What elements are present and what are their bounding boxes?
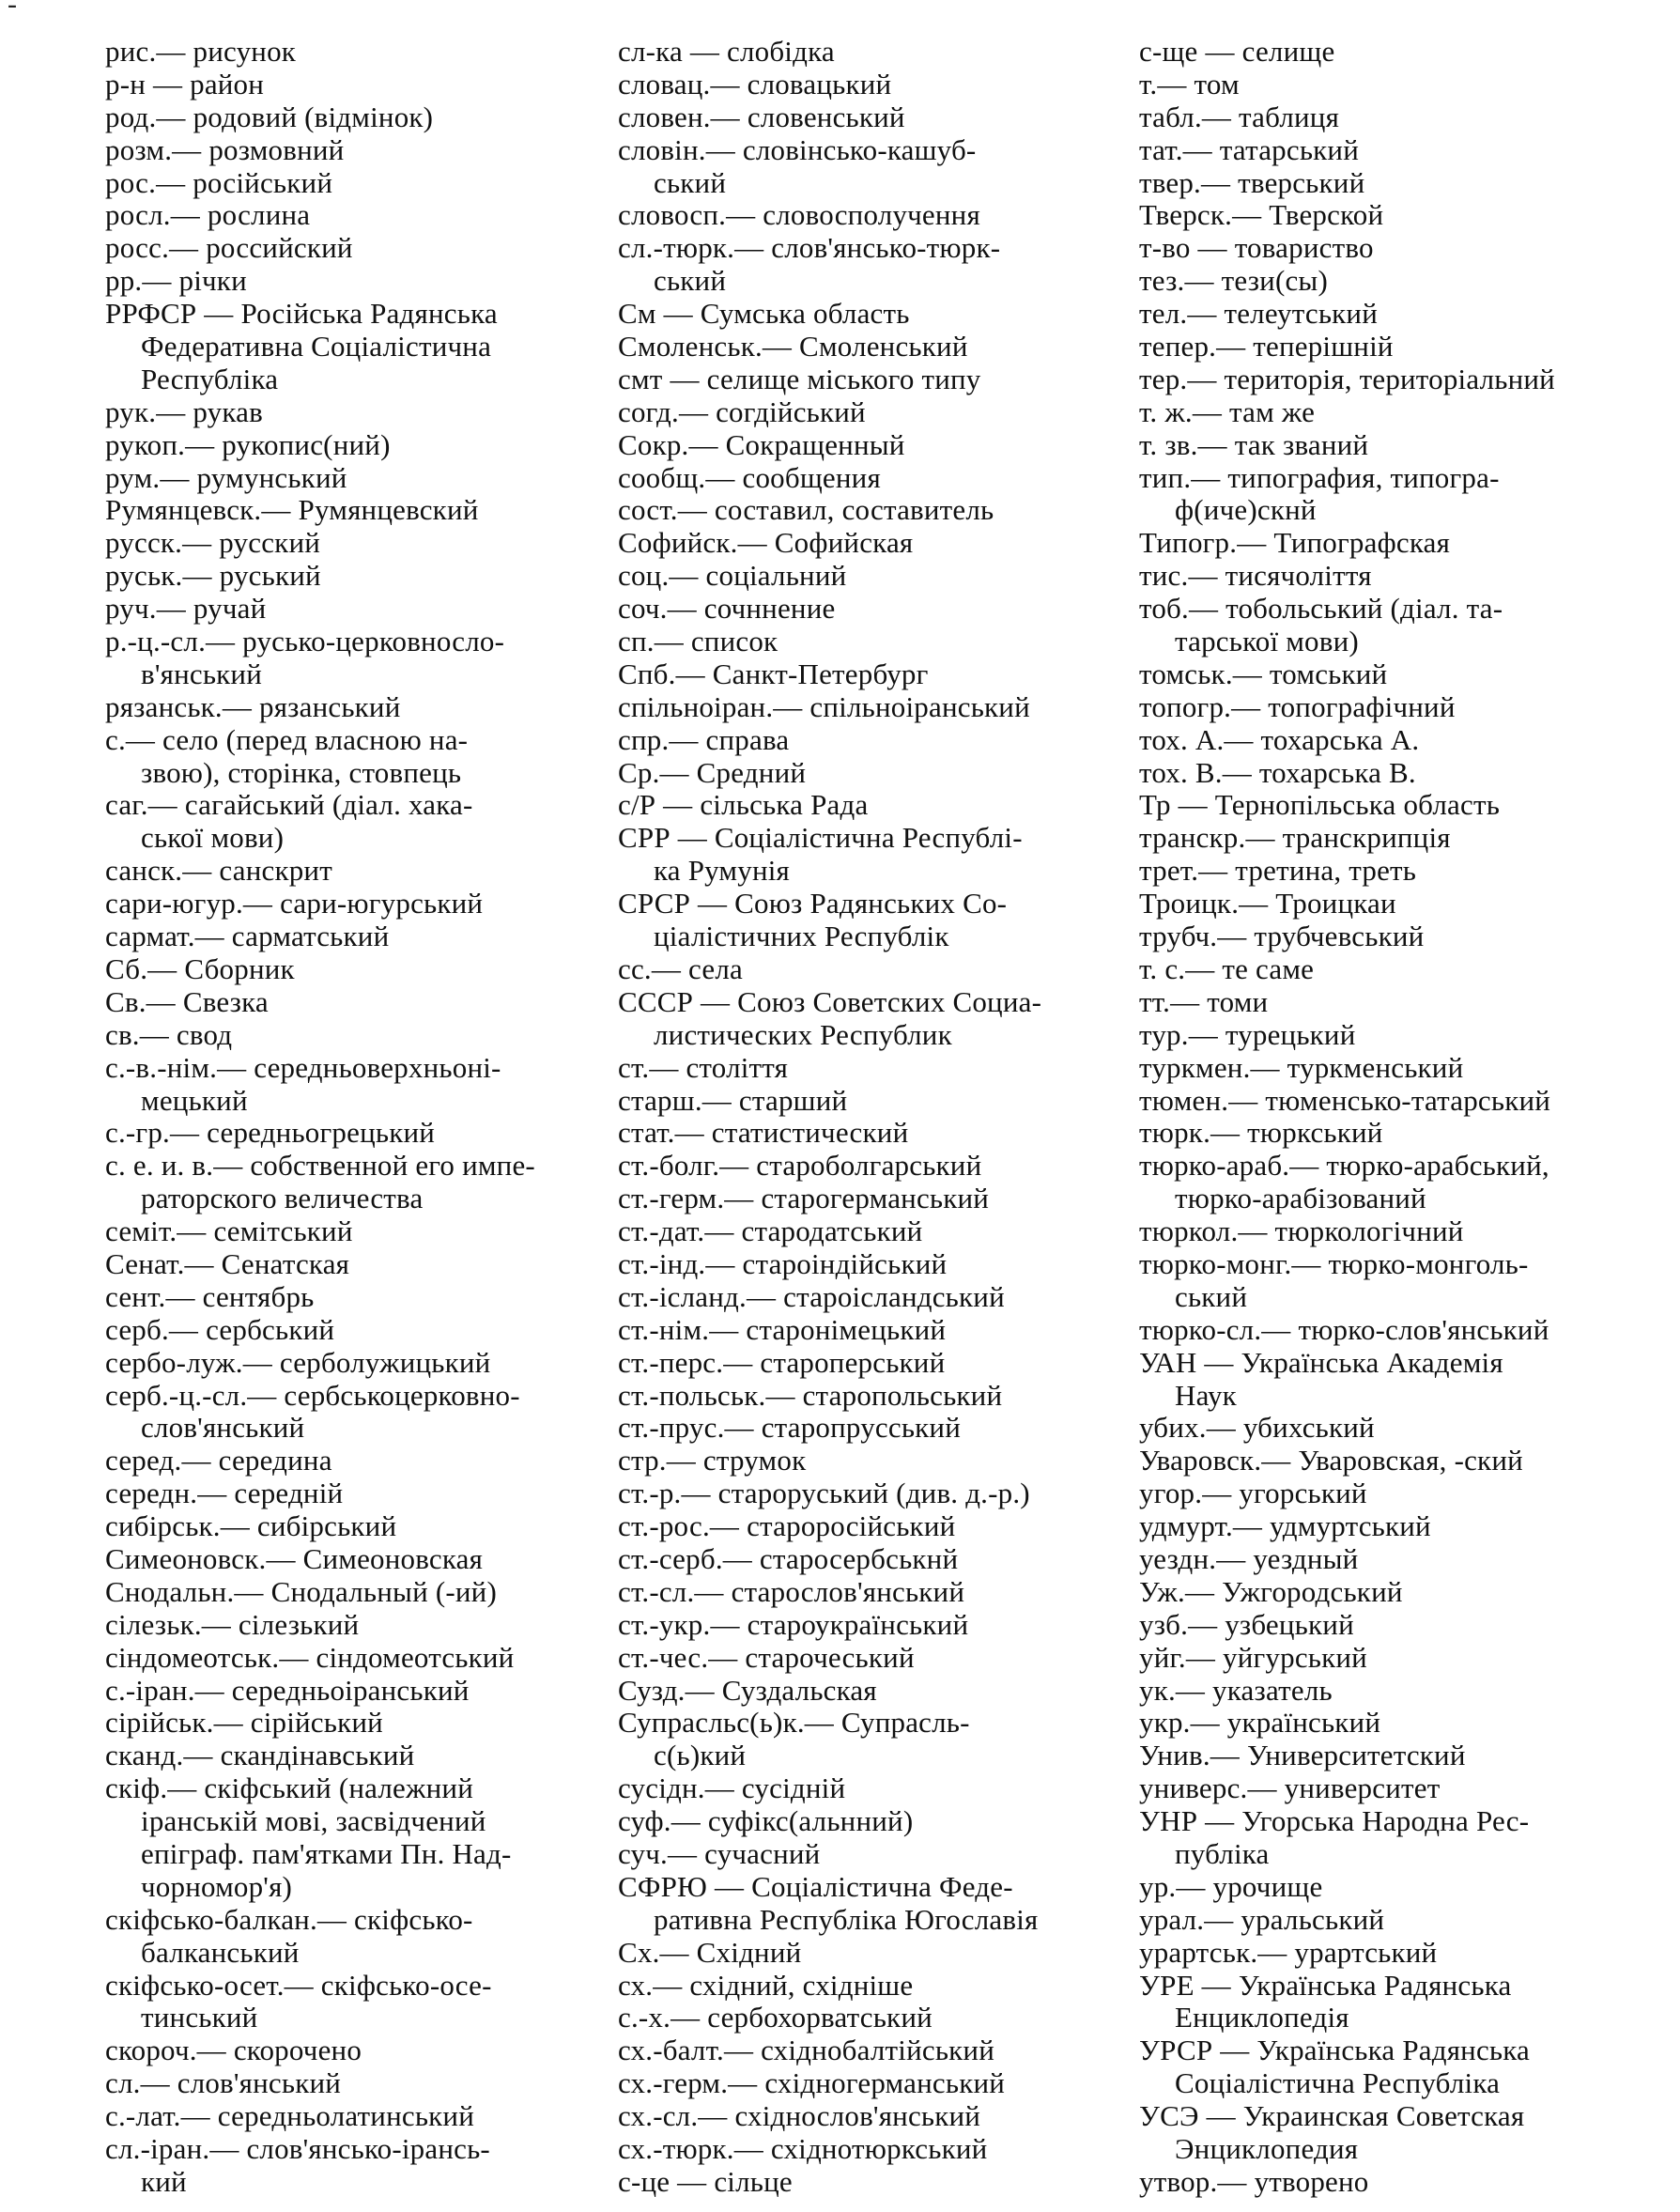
entry-line: сообщ.— сообщения: [618, 460, 881, 494]
entry-line: с.-гр.— середньогрецький: [105, 1116, 436, 1150]
entry-line: скіфсько-осет.— скіфсько-осе-: [105, 1968, 492, 2002]
entry-line: тт.— томи: [1139, 984, 1269, 1018]
entry-line: твер.— тверський: [1139, 165, 1365, 199]
entry-line: ст.-рос.— староросійський: [618, 1509, 956, 1543]
entry-continuation-line: Енциклопедія: [1175, 2001, 1349, 2034]
entry-line: узб.— узбецький: [1139, 1607, 1354, 1641]
entry-line: удмурт.— удмуртський: [1139, 1509, 1431, 1543]
entry-line: утвор.— утворено: [1139, 2164, 1369, 2198]
entry-line: ст.-болг.— староболгарський: [618, 1149, 982, 1183]
entry-line: с.— село (перед власною на-: [105, 722, 469, 756]
entry-line: тат.— татарський: [1139, 132, 1360, 166]
entry-line: сл.-тюрк.— слов'янсько-тюрк-: [618, 231, 1001, 265]
entry-line: тоб.— тобольський (діал. та-: [1139, 592, 1503, 626]
entry-line: Ср.— Средний: [618, 755, 807, 789]
entry-line: Снодальн.— Снодальный (-ий): [105, 1574, 497, 1608]
entry-line: сірійськ.— сірійський: [105, 1706, 383, 1740]
entry-line: Типогр.— Типографская: [1139, 526, 1451, 560]
entry-line: с.-лат.— середньолатинський: [105, 2099, 475, 2133]
entry-line: томськ.— томський: [1139, 657, 1388, 690]
entry-line: с/Р — сільська Рада: [618, 788, 869, 822]
entry-line: словін.— словінсько-кашуб-: [618, 132, 977, 166]
entry-line: санск.— санскрит: [105, 854, 332, 888]
entry-line: ст.— століття: [618, 1050, 789, 1084]
entry-line: туркмен.— туркменський: [1139, 1050, 1464, 1084]
entry-line: т. с.— те саме: [1139, 951, 1315, 985]
entry-line: Сх.— Східний: [618, 1935, 802, 1969]
entry-line: сс.— села: [618, 951, 743, 985]
entry-line: тур.— турецький: [1139, 1017, 1356, 1051]
entry-line: тюрк.— тюркський: [1139, 1116, 1383, 1150]
entry-line: сілезьк.— сілезький: [105, 1607, 360, 1641]
entry-line: УСЭ — Украинская Советская: [1139, 2099, 1525, 2133]
entry-continuation-line: Наук: [1175, 1378, 1237, 1412]
entry-line: суф.— суфікс(альнний): [618, 1804, 914, 1838]
entry-line: Спб.— Санкт-Петербург: [618, 657, 929, 690]
entry-line: тип.— типография, типогра-: [1139, 460, 1500, 494]
entry-continuation-line: ський: [1175, 1279, 1248, 1313]
entry-continuation-line: ка Румунія: [654, 854, 791, 888]
entry-line: Тверск.— Тверской: [1139, 198, 1384, 232]
entry-line: с-це — сільце: [618, 2164, 793, 2198]
entry-line: транскр.— транскрипція: [1139, 821, 1451, 855]
entry-line: УНР — Угорська Народна Рес-: [1139, 1804, 1530, 1838]
entry-line: сх.-герм.— східногерманський: [618, 2066, 1006, 2100]
entry-continuation-line: Федеративна Соціалістична: [141, 330, 492, 364]
entry-line: сп.— список: [618, 625, 778, 658]
entry-line: т-во — товариство: [1139, 231, 1374, 265]
entry-continuation-line: Соціалістична Республіка: [1175, 2066, 1501, 2100]
entry-line: соч.— сочннение: [618, 592, 836, 626]
entry-line: стат.— статистический: [618, 1116, 909, 1150]
entry-line: суч.— сучасний: [618, 1836, 821, 1870]
entry-line: ст.-польськ.— старопольський: [618, 1378, 1003, 1412]
corner-mark: -: [8, 0, 17, 20]
entry-line: скіфсько-балкан.— скіфсько-: [105, 1902, 473, 1936]
entry-line: укр.— український: [1139, 1706, 1381, 1740]
entry-line: Тр — Тернопільська область: [1139, 788, 1501, 822]
entry-line: урал.— уральський: [1139, 1902, 1385, 1936]
entry-line: урартськ.— урартський: [1139, 1935, 1438, 1969]
entry-line: ур.— урочище: [1139, 1869, 1323, 1903]
entry-line: Св.— Свезка: [105, 984, 269, 1018]
entry-continuation-line: в'янський: [141, 657, 263, 690]
entry-continuation-line: балканський: [141, 1935, 300, 1969]
entry-line: тис.— тисячоліття: [1139, 559, 1372, 593]
entry-line: розм.— розмовний: [105, 132, 345, 166]
entry-line: сост.— составил, составитель: [618, 493, 994, 527]
entry-continuation-line: ський: [654, 264, 727, 298]
abbreviation-column-1: [105, 36, 595, 2199]
entry-line: ст.-укр.— староукраїнський: [618, 1607, 969, 1641]
entry-line: ук.— указатель: [1139, 1673, 1333, 1707]
entry-line: с.-іран.— середньоіранський: [105, 1673, 470, 1707]
entry-line: св.— свод: [105, 1017, 233, 1051]
entry-line: скіф.— скіфський (належний: [105, 1771, 473, 1805]
entry-continuation-line: чорномор'я): [141, 1869, 293, 1903]
entry-line: тел.— телеутський: [1139, 297, 1379, 331]
entry-line: ст.-серб.— старосербськнй: [618, 1541, 959, 1575]
entry-line: Уж.— Ужгородський: [1139, 1574, 1403, 1608]
entry-line: сл.-іран.— слов'янсько-ірансь-: [105, 2132, 490, 2165]
entry-line: табл.— таблиця: [1139, 100, 1340, 133]
entry-line: ст.-сл.— старослов'янський: [618, 1574, 965, 1608]
entry-line: семіт.— семітський: [105, 1214, 353, 1248]
entry-line: серб.-ц.-сл.— сербськоцерковно-: [105, 1378, 520, 1412]
entry-line: тер.— територія, територіальний: [1139, 362, 1555, 395]
entry-continuation-line: публіка: [1175, 1836, 1270, 1870]
entry-line: ст.-р.— староруський (див. д.-р.): [618, 1477, 1030, 1510]
entry-continuation-line: Республіка: [141, 362, 279, 395]
entry-line: ст.-ісланд.— староісландський: [618, 1279, 1005, 1313]
entry-line: трет.— третина, треть: [1139, 854, 1417, 888]
entry-line: спільноіран.— спільноіранський: [618, 689, 1030, 723]
entry-line: Румянцевск.— Румянцевский: [105, 493, 479, 527]
entry-line: уездн.— уездный: [1139, 1541, 1359, 1575]
entry-line: скороч.— скорочено: [105, 2034, 362, 2067]
entry-line: СРСР — Союз Радянських Со-: [618, 887, 1008, 920]
entry-line: саг.— сагайський (діал. хака-: [105, 788, 473, 822]
entry-line: РРФСР — Російська Радянська: [105, 297, 498, 331]
entry-continuation-line: ціалістичних Республік: [654, 920, 949, 953]
entry-line: с.-х.— сербохорватський: [618, 2001, 932, 2034]
entry-line: рум.— румунський: [105, 460, 347, 494]
entry-line: сербо-луж.— серболужицький: [105, 1345, 491, 1379]
entry-line: Смоленськ.— Смоленський: [618, 330, 968, 364]
entry-line: рос.— російський: [105, 165, 333, 199]
entry-line: СССР — Союз Советских Социа-: [618, 984, 1042, 1018]
entry-line: ст.-герм.— старогерманський: [618, 1182, 990, 1215]
entry-line: убих.— убихський: [1139, 1411, 1375, 1445]
entry-line: СФРЮ — Соціалістична Феде-: [618, 1869, 1013, 1903]
entry-continuation-line: звою), сторінка, стовпець: [141, 755, 462, 789]
entry-continuation-line: ської мови): [141, 821, 285, 855]
entry-line: УРЕ — Українська Радянська: [1139, 1968, 1512, 2002]
entry-continuation-line: с(ь)кий: [654, 1739, 747, 1772]
entry-line: сканд.— скандінавський: [105, 1739, 415, 1772]
entry-line: словен.— словенський: [618, 100, 905, 133]
entry-line: тюрко-монг.— тюрко-монголь-: [1139, 1246, 1529, 1280]
entry-line: стр.— струмок: [618, 1444, 807, 1477]
entry-line: УАН — Українська Академія: [1139, 1345, 1503, 1379]
entry-line: серед.— середина: [105, 1444, 332, 1477]
entry-line: тох. А.— тохарська А.: [1139, 722, 1420, 756]
entry-line: т.— том: [1139, 67, 1240, 101]
entry-line: русск.— русский: [105, 526, 321, 560]
entry-line: соц.— соціальний: [618, 559, 847, 593]
entry-continuation-line: ський: [654, 165, 727, 199]
entry-line: сх.— східний, східніше: [618, 1968, 914, 2002]
entry-line: род.— родовий (відмінок): [105, 100, 434, 133]
entry-line: тюрко-сл.— тюрко-слов'янський: [1139, 1312, 1549, 1346]
entry-line: р-н — район: [105, 67, 265, 101]
entry-line: росл.— рослина: [105, 198, 311, 232]
entry-line: ст.-дат.— стародатський: [618, 1214, 923, 1248]
entry-line: руськ.— руський: [105, 559, 321, 593]
entry-line: трубч.— трубчевський: [1139, 920, 1425, 953]
entry-line: ст.-інд.— староіндійський: [618, 1246, 948, 1280]
entry-line: середн.— середній: [105, 1477, 344, 1510]
entry-line: уйг.— уйгурський: [1139, 1640, 1367, 1674]
entry-line: словац.— словацький: [618, 67, 892, 101]
entry-line: Супрасльс(ь)к.— Супрасль-: [618, 1706, 970, 1740]
entry-line: См — Сумська область: [618, 297, 910, 331]
entry-continuation-line: ф(иче)скнй: [1175, 493, 1317, 527]
entry-continuation-line: листических Республик: [654, 1017, 952, 1051]
entry-line: сент.— сентябрь: [105, 1279, 315, 1313]
entry-line: с-ще — селище: [1139, 35, 1335, 68]
entry-line: Сузд.— Суздальская: [618, 1673, 877, 1707]
entry-line: тюркол.— тюркологічний: [1139, 1214, 1464, 1248]
entry-continuation-line: іранській мові, засвідчений: [141, 1804, 486, 1838]
entry-line: Сенат.— Сенатская: [105, 1246, 350, 1280]
entry-continuation-line: епіграф. пам'ятками Пн. Над-: [141, 1836, 512, 1870]
entry-continuation-line: Энциклопедия: [1175, 2132, 1359, 2165]
entry-line: Симеоновск.— Симеоновская: [105, 1541, 484, 1575]
entry-line: руч.— ручай: [105, 592, 267, 626]
entry-line: Сб.— Сборник: [105, 951, 295, 985]
entry-line: с. е. и. в.— собственной его импе-: [105, 1149, 535, 1183]
entry-line: сх.-тюрк.— східнотюркський: [618, 2132, 988, 2165]
entry-continuation-line: кий: [141, 2164, 187, 2198]
entry-line: тез.— тези(сы): [1139, 264, 1328, 298]
entry-line: серб.— сербський: [105, 1312, 335, 1346]
entry-line: спр.— справа: [618, 722, 790, 756]
entry-line: сх.-сл.— східнослов'янський: [618, 2099, 981, 2133]
entry-continuation-line: тюрко-арабізований: [1175, 1182, 1426, 1215]
abbreviation-column-3: [1139, 36, 1637, 2199]
entry-line: тюрко-араб.— тюрко-арабський,: [1139, 1149, 1549, 1183]
entry-line: т. зв.— так званий: [1139, 427, 1369, 461]
entry-line: тох. В.— тохарська В.: [1139, 755, 1416, 789]
entry-line: сари-югур.— сари-югурський: [105, 887, 484, 920]
entry-line: рук.— рукав: [105, 394, 263, 428]
entry-line: сх.-балт.— східнобалтійський: [618, 2034, 995, 2067]
entry-line: СРР — Соціалістична Республі-: [618, 821, 1023, 855]
entry-line: тепер.— теперішній: [1139, 330, 1394, 364]
entry-line: сл.— слов'янський: [105, 2066, 342, 2100]
abbreviation-column-2: [618, 36, 1116, 2199]
entry-line: сармат.— сарматський: [105, 920, 390, 953]
entry-line: сусідн.— сусідній: [618, 1771, 846, 1805]
entry-line: словосп.— словосполучення: [618, 198, 980, 232]
entry-line: угор.— угорський: [1139, 1477, 1367, 1510]
entry-line: рукоп.— рукопис(ний): [105, 427, 391, 461]
entry-line: смт — селище міського типу: [618, 362, 981, 395]
entry-line: топогр.— топографічний: [1139, 689, 1456, 723]
entry-line: старш.— старший: [618, 1083, 848, 1117]
entry-line: рис.— рисунок: [105, 35, 297, 68]
entry-line: т. ж.— там же: [1139, 394, 1316, 428]
entry-continuation-line: раторского величества: [141, 1182, 424, 1215]
entry-line: р.-ц.-сл.— русько-церковносло-: [105, 625, 505, 658]
entry-line: ст.-чес.— старочеський: [618, 1640, 915, 1674]
entry-line: сибірськ.— сибірський: [105, 1509, 397, 1543]
entry-line: ст.-прус.— старопрусський: [618, 1411, 962, 1445]
entry-line: Унив.— Университетский: [1139, 1739, 1466, 1772]
entry-line: УРСР — Українська Радянська: [1139, 2034, 1530, 2067]
entry-line: Сокр.— Сокращенный: [618, 427, 905, 461]
entry-line: сіндомеотськ.— сіндомеотський: [105, 1640, 515, 1674]
entry-continuation-line: тарської мови): [1175, 625, 1359, 658]
entry-line: сл-ка — слобідка: [618, 35, 835, 68]
entry-line: универс.— университет: [1139, 1771, 1441, 1805]
entry-line: с.-в.-нім.— середньоверхньоні-: [105, 1050, 501, 1084]
entry-continuation-line: мецький: [141, 1083, 248, 1117]
entry-continuation-line: слов'янський: [141, 1411, 305, 1445]
entry-continuation-line: тинський: [141, 2001, 258, 2034]
entry-line: ст.-нім.— старонімецький: [618, 1312, 947, 1346]
entry-line: рязанськ.— рязанський: [105, 689, 401, 723]
entry-line: ст.-перс.— староперський: [618, 1345, 946, 1379]
entry-line: рр.— річки: [105, 264, 247, 298]
entry-line: Троицк.— Троицкаи: [1139, 887, 1396, 920]
entry-line: Софийск.— Софийская: [618, 526, 914, 560]
entry-continuation-line: ративна Республіка Югославія: [654, 1902, 1039, 1936]
entry-line: тюмен.— тюменсько-татарський: [1139, 1083, 1551, 1117]
entry-line: согд.— согдійський: [618, 394, 866, 428]
entry-line: росс.— российский: [105, 231, 353, 265]
entry-line: Уваровск.— Уваровская, -ский: [1139, 1444, 1523, 1477]
